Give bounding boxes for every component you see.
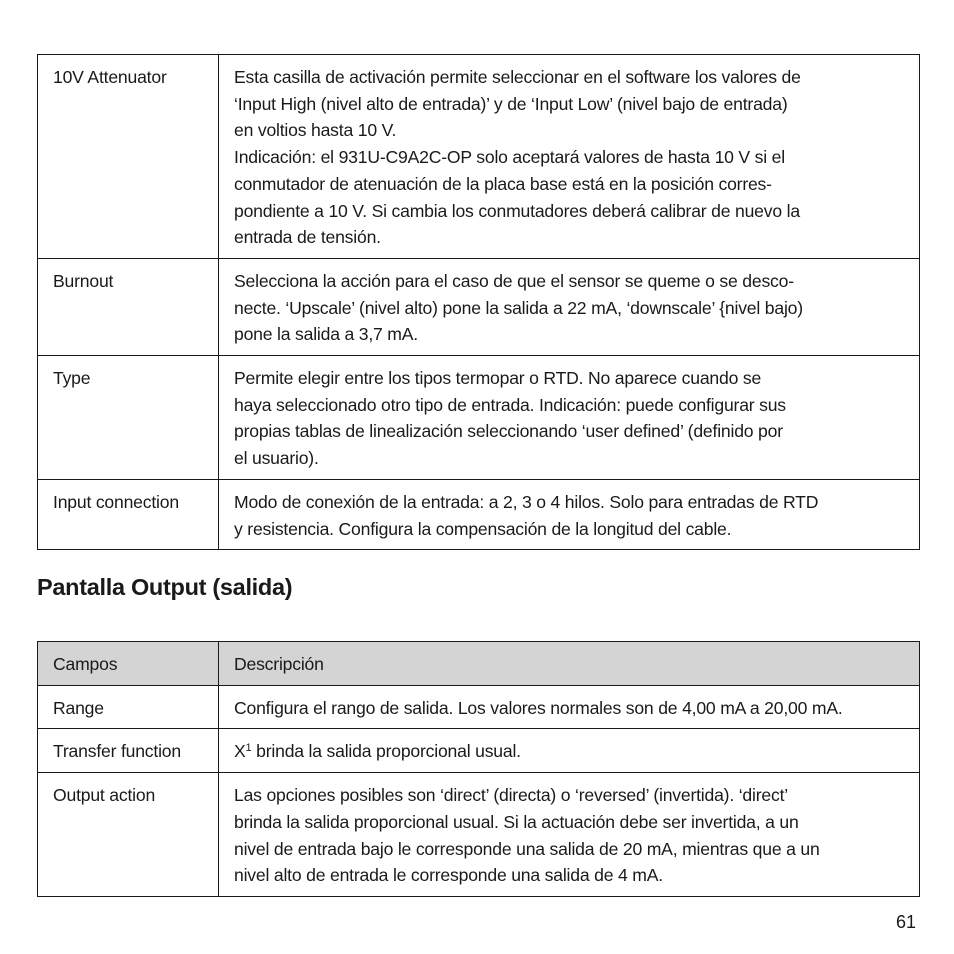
field-description: Selecciona la acción para el caso de que el sensor se queme o se desco- necte. ‘Upscale’ (nivel alto) pone la salida a 22 mA, ‘downscale’ {nivel bajo) pone la salida a 3,7 mA. — [219, 258, 920, 355]
table-row — [38, 685, 920, 729]
table-row — [38, 55, 920, 259]
field-name: Input connection — [38, 479, 219, 549]
description-text: brinda la salida proporcional usual. — [251, 741, 521, 762]
field-name: Range — [38, 685, 219, 729]
section-heading: Pantalla Output (salida) — [37, 574, 293, 600]
field-description: Esta casilla de activación permite seleccionar en el software los valores de ‘Input High (nivel alto de entrada)’ y de ‘Input Low’ (nivel bajo de entrada) en voltios hasta 10 V. Indicación: el 931U-C9A2C-OP solo aceptará valores de hasta 10 V si el conmutador de atenuación de la placa base está en la posición corres- pondiente a 10 V. Si cambia los conmutadores deberá calibrar de nuevo la entrada de tensión. — [219, 55, 920, 259]
output-settings-table — [37, 641, 920, 897]
table-header-row — [38, 642, 920, 686]
column-header-fields: Campos — [38, 642, 219, 686]
field-name: Output action — [38, 773, 219, 897]
field-description: Permite elegir entre los tipos termopar o RTD. No aparece cuando se haya seleccionado otro tipo de entrada. Indicación: puede configurar sus propias tablas de linealización seleccionando ‘user defined’ (definido por el usuario). — [219, 356, 920, 480]
field-description: Modo de conexión de la entrada: a 2, 3 o 4 hilos. Solo para entradas de RTD y resistencia. Configura la compensación de la longitud del cable. — [219, 479, 920, 549]
field-name: Burnout — [38, 258, 219, 355]
field-description: Las opciones posibles son ‘direct’ (directa) o ‘reversed’ (invertida). ‘direct’ brinda la salida proporcional usual. Si la actuación debe ser invertida, a un nivel de entrada bajo le corresponde una salida de 20 mA, mientras que a un nivel alto de entrada le corresponde una salida de 4 mA. — [219, 773, 920, 897]
formula-x: X — [234, 741, 246, 762]
table-row — [38, 729, 920, 773]
table-row — [38, 479, 920, 549]
field-name: Type — [38, 356, 219, 480]
column-header-description: Descripción — [219, 642, 920, 686]
table-row — [38, 258, 920, 355]
formula-exponent: 1 — [245, 742, 252, 755]
page-number: 61 — [895, 912, 916, 932]
field-description: Configura el rango de salida. Los valores normales son de 4,00 mA a 20,00 mA. — [219, 685, 920, 729]
table-row — [38, 356, 920, 480]
field-name: Transfer function — [38, 729, 219, 773]
input-settings-table — [37, 54, 920, 550]
table-row — [38, 773, 920, 897]
field-description — [219, 729, 920, 773]
field-name: 10V Attenuator — [38, 55, 219, 259]
